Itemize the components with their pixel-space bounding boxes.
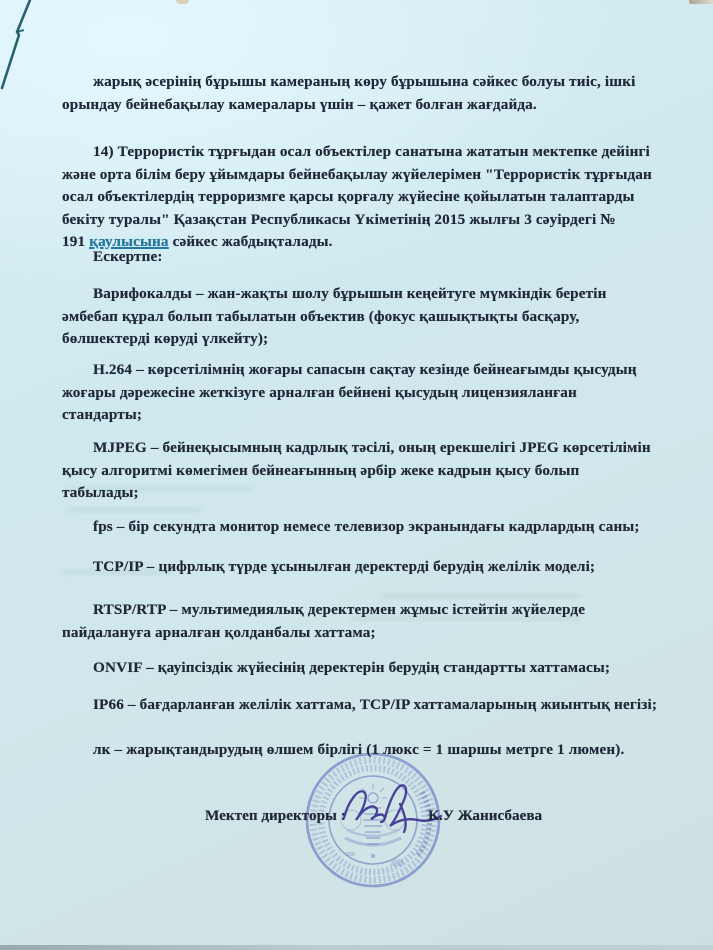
text-line: Варифокалды – жан-жақты шолу бұрышын кеңейтуге мүмкіндік беретін	[93, 285, 607, 302]
text-line: табылады;	[62, 484, 139, 501]
paragraph-intro	[62, 71, 662, 116]
text-line: әмбебап құрал болып табылатын объектив (фокус қашықтықты басқару,	[62, 307, 580, 325]
text-line: RTSP/RTP – мультимедиялық деректермен жұмыс істейтін жүйелерде	[93, 601, 586, 618]
text-line: бекіту туралы" Қазақстан Республикасы Үкіметінің 2015 жылғы 3 сәуірдегі №	[62, 210, 616, 228]
text-line: жоғары дәрежесіне жеткізуге арналған бейнені қысудың лицензияланған	[62, 383, 577, 401]
text-line: fps – бір секундта монитор немесе телевизор экранындағы кадрлардың саны;	[93, 518, 640, 535]
paragraph-def-rtsp	[62, 599, 662, 644]
text-line: IP66 – бағдарланған желілік хаттама, TCP/IP хаттамаларының жиынтық негізі;	[93, 696, 658, 713]
bleed-through-smudge	[380, 594, 580, 598]
text-line: жарық әсерінің бұрышы камераның көру бұрышына сәйкес болуы тиіс, ішкі	[93, 73, 636, 90]
text-line: стандарты;	[62, 406, 143, 423]
paragraph-def-tcpip	[62, 556, 662, 579]
text-line: лк – жарықтандырудың өлшем бірлігі (1 люкс = 1 шаршы метрге 1 люмен).	[93, 741, 625, 758]
paper-spot	[176, 0, 189, 4]
page-corner-fold-line	[0, 0, 40, 100]
text-line: бөлшектерді көруді үлкейту);	[62, 330, 269, 347]
text-line: осал объектілердің терроризмге қарсы қорғалу жүйесіне қойылатын талаптарды	[62, 188, 635, 205]
text-line: TCP/IP – цифрлық түрде ұсынылған деректерді берудің желілік моделі;	[93, 558, 596, 575]
signatory-name: К.У Жанисбаева	[428, 807, 543, 824]
scan-edge-artifact	[689, 0, 713, 4]
text-line: пайдалануға арналған қолданбалы хаттама;	[62, 623, 376, 641]
text-line: 14) Террористік тұрғыдан осал объектілер санатына жататын мектепке дейінгі	[93, 143, 650, 160]
bleed-through-smudge	[66, 508, 201, 512]
paragraph-def-lk	[62, 739, 662, 762]
scan-bottom-edge	[0, 945, 713, 950]
link-qaulysyna[interactable]: қаулысына	[89, 233, 169, 250]
paragraph-def-varifocal	[62, 283, 662, 351]
text-segment: сәйкес жабдықталады.	[168, 233, 333, 250]
text-segment: 191	[62, 233, 90, 250]
text-line: Н.264 – көрсетілімнің жоғары сапасын сақтау кезінде бейнеағымды қысудың	[93, 361, 637, 378]
text-line: MJPEG – бейнеқысымның кадрлық тәсілі, оның ерекшелігі JPEG көрсетілімін	[93, 439, 651, 456]
text-line: Ескертпе:	[93, 248, 163, 265]
text-line: және орта білім беру ұйымдары бейнебақылау жүйелерімен "Террористік тұрғыдан	[62, 165, 652, 183]
paragraph-def-ip66	[62, 694, 662, 717]
text-line: қысу алгоритмі көмегімен бейнеағынның әрбір жеке кадрын қысу болып	[62, 461, 580, 479]
paragraph-def-h264	[62, 359, 662, 427]
paragraph-def-onvif	[62, 657, 662, 680]
director-label: Мектеп директоры :	[205, 807, 346, 824]
paragraph-eskertpe	[62, 246, 662, 269]
text-line: орындау бейнебақылау камералары үшін – қажет болған жағдайда.	[62, 95, 537, 113]
paragraph-def-mjpeg	[62, 437, 662, 505]
paragraph-def-fps	[62, 516, 662, 539]
text-line: ONVIF – қауіпсіздік жүйесінің деректерін берудің стандартты хаттамасы;	[93, 659, 611, 676]
paragraph-item-14	[62, 141, 662, 254]
